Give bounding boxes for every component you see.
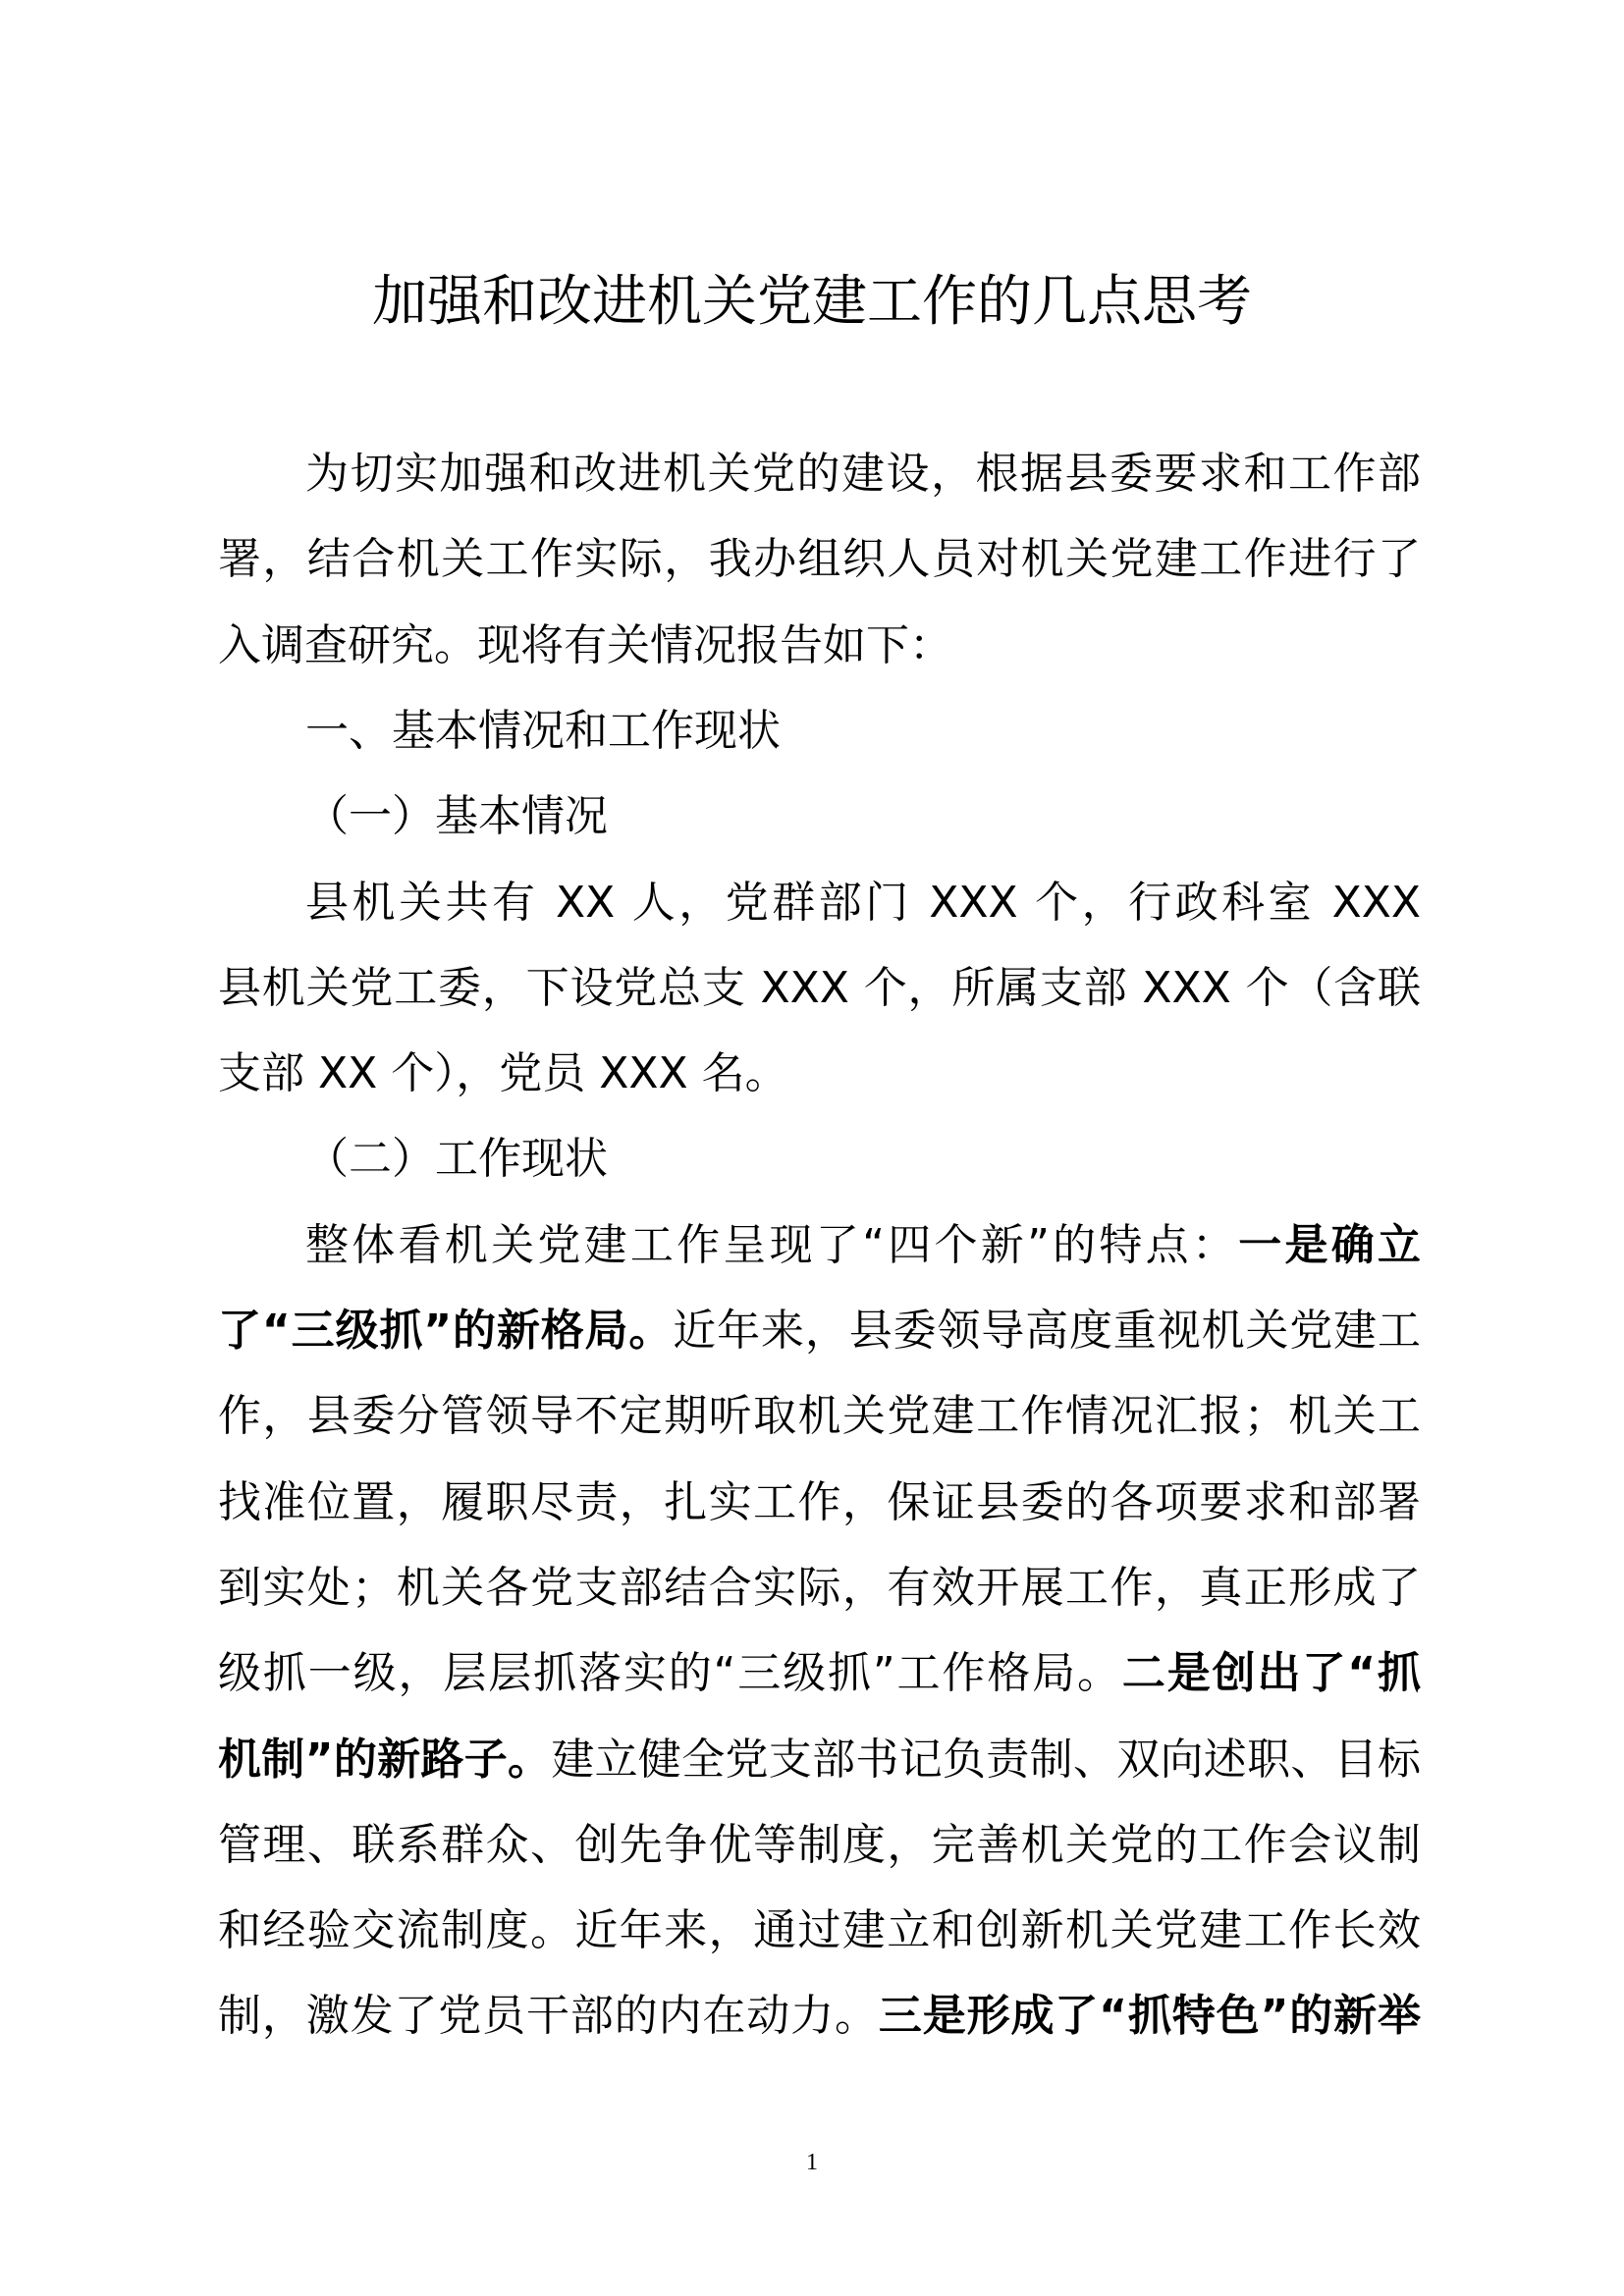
text-line — [218, 530, 1421, 589]
text-line — [218, 1731, 1421, 1789]
text-line — [218, 874, 1421, 933]
text-line — [218, 1473, 1421, 1532]
text-segment: （二）工作现状 — [305, 1134, 608, 1185]
text-segment: 县机关党工委，下设党总支 XXX 个，所属支部 XXX 个（含联 — [218, 962, 1421, 1013]
text-segment: 管理、联系群众、创先争优等制度，完善机关党的工作会议制 — [218, 1819, 1421, 1870]
bold-text-segment: 三是形成了“抓特色”的新举 — [878, 1991, 1421, 2042]
text-line — [218, 1216, 1421, 1275]
bold-text-segment: 了“三级抓”的新格局。 — [218, 1306, 674, 1356]
text-line — [218, 1987, 1421, 2046]
text-line — [218, 1559, 1421, 1618]
text-segment: 为切实加强和改进机关党的建设，根据县委要求和工作部 — [305, 449, 1421, 499]
bold-text-segment: 一是确立 — [1238, 1219, 1421, 1270]
text-segment: 署，结合机关工作实际，我办组织人员对机关党建工作进行了 — [218, 534, 1421, 585]
text-segment: 作，县委分管领导不定期听取机关党建工作情况汇报；机关工 — [218, 1391, 1421, 1442]
text-segment: 一、基本情况和工作现状 — [305, 705, 781, 756]
text-line — [218, 1901, 1421, 1960]
text-segment: 找准位置，履职尽责，扎实工作，保证县委的各项要求和部署 — [218, 1476, 1421, 1527]
text-line — [218, 1387, 1421, 1446]
text-line — [218, 959, 1421, 1018]
text-segment: 整体看机关党建工作呈现了“四个新”的特点： — [305, 1219, 1239, 1270]
text-segment: 级抓一级，层层抓落实的“三级抓”工作格局。 — [218, 1648, 1122, 1699]
text-line — [218, 1816, 1421, 1875]
text-line — [218, 702, 1421, 761]
text-line — [218, 1130, 1421, 1189]
text-line — [218, 1044, 1421, 1103]
bold-text-segment: 机制”的新路子。 — [218, 1734, 552, 1785]
text-segment: 制，激发了党员干部的内在动力。 — [218, 1991, 879, 2042]
text-line — [218, 1644, 1421, 1703]
text-line — [218, 787, 1421, 846]
text-line — [218, 616, 1421, 675]
text-line — [218, 445, 1421, 504]
document-title: 加强和改进机关党建工作的几点思考 — [372, 270, 1252, 334]
page-number: 1 — [806, 2150, 818, 2175]
text-segment: 到实处；机关各党支部结合实际，有效开展工作，真正形成了 — [218, 1562, 1421, 1613]
text-segment: 和经验交流制度。近年来，通过建立和创新机关党建工作长效 — [218, 1905, 1421, 1956]
bold-text-segment: 二是创出了“抓 — [1121, 1648, 1421, 1699]
text-segment: （一）基本情况 — [305, 791, 608, 842]
text-segment: 入调查研究。现将有关情况报告如下： — [218, 619, 952, 670]
text-segment: 建立健全党支部书记负责制、双向述职、目标 — [551, 1734, 1421, 1785]
text-segment: 县机关共有 XX 人，党群部门 XXX 个，行政科室 XXX — [305, 877, 1421, 928]
text-segment: 支部 XX 个），党员 XXX 名。 — [218, 1048, 788, 1099]
text-line — [218, 1302, 1421, 1361]
text-segment: 近年来，县委领导高度重视机关党建工 — [673, 1306, 1421, 1356]
